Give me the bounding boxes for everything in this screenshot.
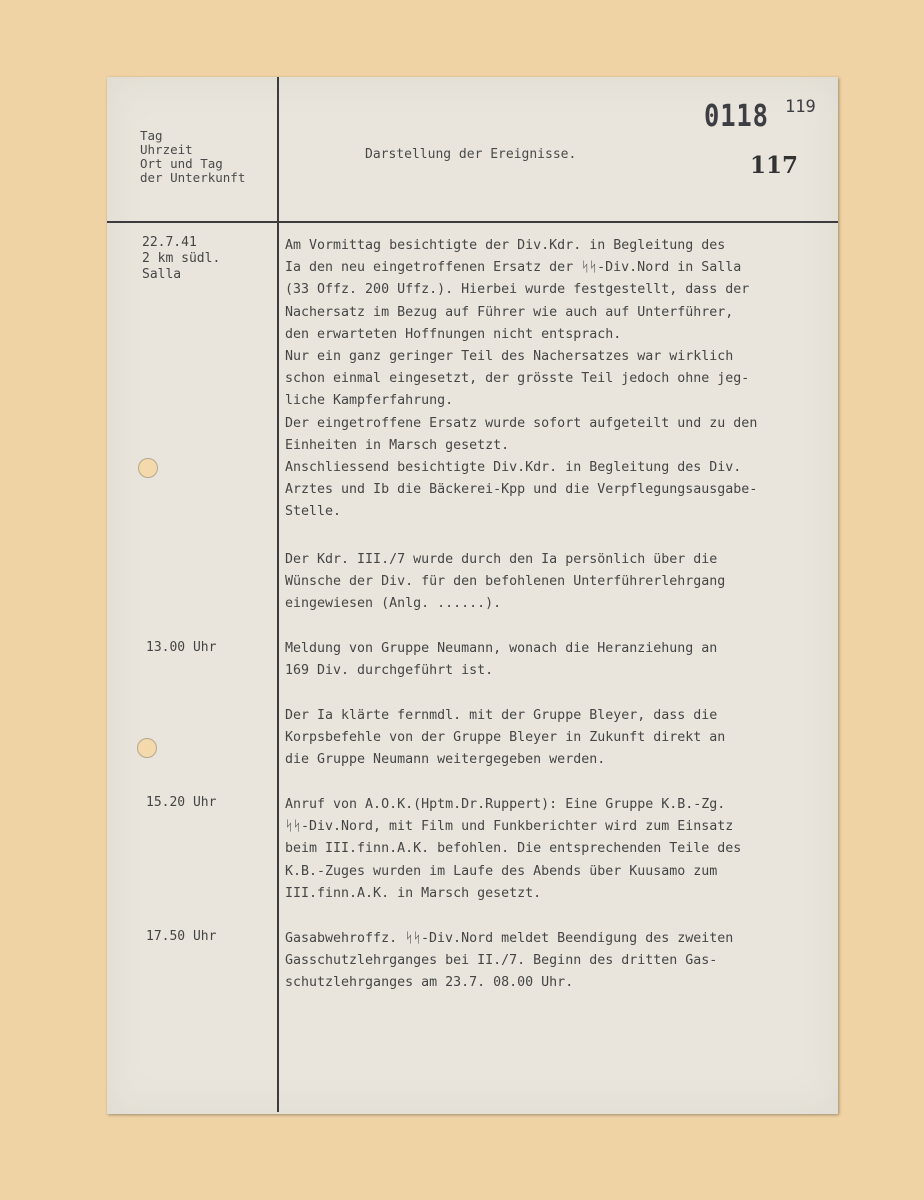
entry-date: 22.7.41 2 km südl. Salla bbox=[142, 235, 221, 282]
entry-text: Der Kdr. III./7 wurde durch den Ia persönlich über die Wünsche der Div. für den befohlenen Unterführerlehrgang eingewiesen (Anlg. ......). bbox=[285, 552, 726, 612]
document-page bbox=[107, 77, 838, 1114]
entry-date: 17.50 Uhr bbox=[146, 929, 217, 944]
entry-text: Am Vormittag besichtigte der Div.Kdr. in Begleitung des Ia den neu eingetroffenen Ersatz der ᛋᛋ-Div.Nord in Salla (33 Offz. 200 Uffz.). Hierbei wurde festgestellt, dass der Nachersatz im Bezug auf Führer wie auch auf Unterführer, den erwarteten Hoffnungen nicht entsprach. Nur ein ganz geringer Teil des Nachersatzes war wirklich schon einmal eingesetzt, der grösste Teil jedoch ohne jeg- liche Kampferfahrung. Der eingetroffene Ersatz wurde sofort aufgeteilt und zu den Einheiten in Marsch gesetzt. Anschliessend besichtigte Div.Kdr. in Begleitung des Div. Arztes und Ib die Bäckerei-Kpp und die Verpflegungsausgabe- Stelle. bbox=[285, 238, 758, 520]
entry-date: 13.00 Uhr bbox=[146, 640, 217, 655]
column-divider bbox=[277, 77, 279, 1112]
punch-hole bbox=[137, 738, 157, 758]
entry-text: Anruf von A.O.K.(Hptm.Dr.Ruppert): Eine Gruppe K.B.-Zg. ᛋᛋ-Div.Nord, mit Film und Funkberichter wird zum Einsatz beim III.finn.A.K. befohlen. Die entsprechenden Teile des K.B.-Zuges wurden im Laufe des Abends über Kuusamo zum III.finn.A.K. in Marsch gesetzt. bbox=[285, 797, 742, 901]
entry-date: 15.20 Uhr bbox=[146, 795, 217, 810]
entry-text: Der Ia klärte fernmdl. mit der Gruppe Bleyer, dass die Korpsbefehle von der Gruppe Bleyer in Zukunft direkt an die Gruppe Neumann weitergegeben werden. bbox=[285, 708, 726, 768]
header-divider bbox=[107, 221, 838, 223]
archive-stamp-superscript: 119 bbox=[785, 97, 816, 117]
entry-text: Meldung von Gruppe Neumann, wonach die Heranziehung an 169 Div. durchgeführt ist. bbox=[285, 641, 718, 679]
page-number: 117 bbox=[750, 152, 799, 179]
entry-text: Gasabwehroffz. ᛋᛋ-Div.Nord meldet Beendigung des zweiten Gasschutzlehrganges bei II./7. Beginn des dritten Gas- schutzlehrganges am 23.7. 08.00 Uhr. bbox=[285, 931, 734, 991]
punch-hole bbox=[138, 458, 158, 478]
header-left-label: Tag Uhrzeit Ort und Tag der Unterkunft bbox=[140, 128, 246, 185]
archive-stamp-number: 0118 bbox=[704, 99, 769, 134]
header-center-label: Darstellung der Ereignisse. bbox=[365, 147, 577, 162]
